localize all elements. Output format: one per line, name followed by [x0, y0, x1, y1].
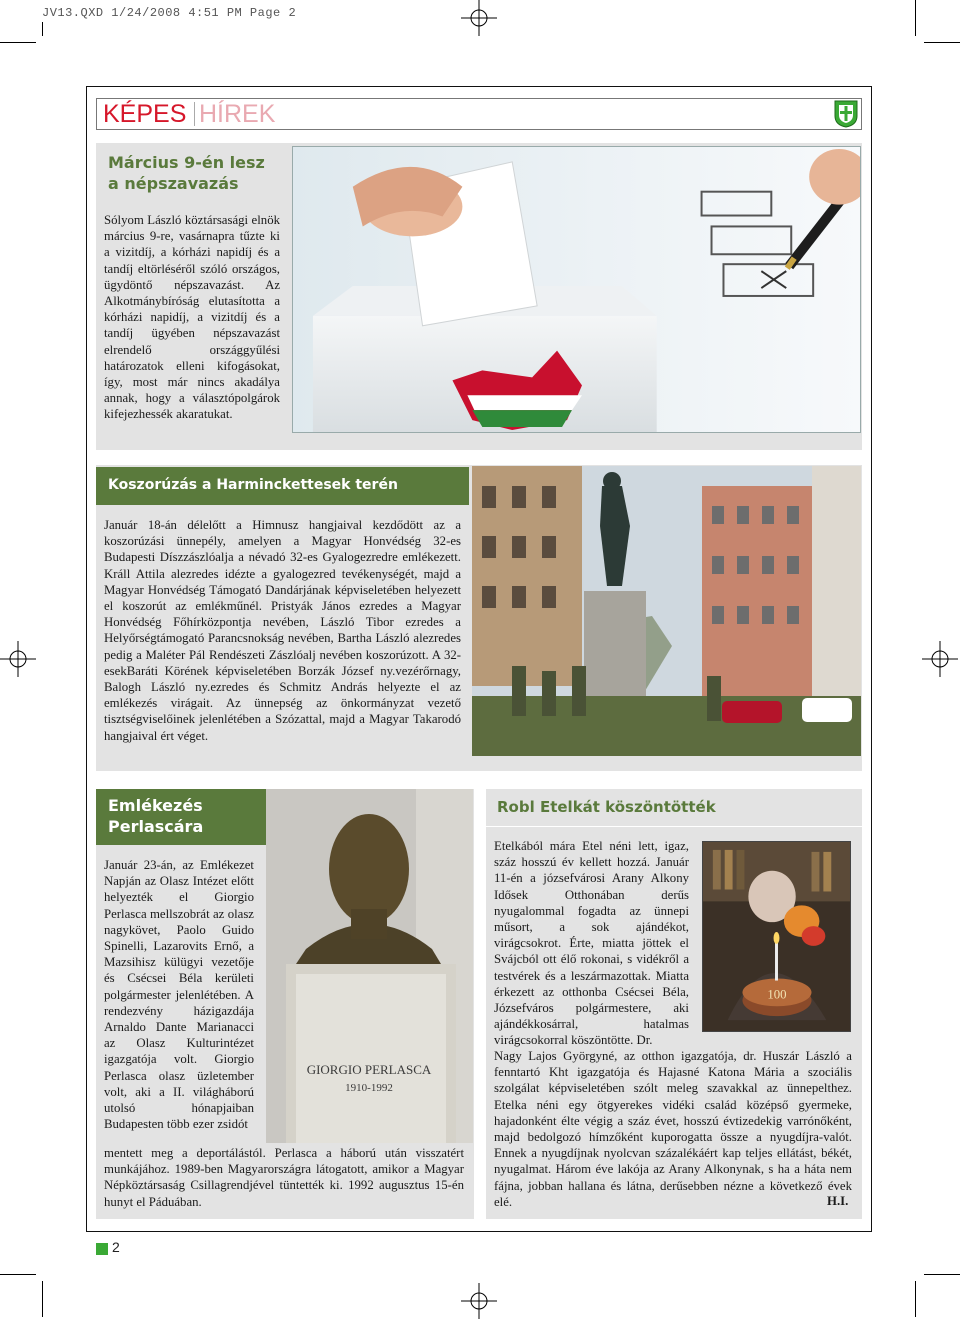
- author-signature: H.I.: [827, 1194, 849, 1208]
- crop-mark: [915, 0, 916, 36]
- registration-mark-icon: [922, 641, 958, 677]
- article-body-wreath: Január 18-án délelőtt a Himnusz hangjaival kezdődött az a koszorúzási ünnepély, amelyen a Magyar Honvédség 32-es Budapesti Díszzászlóalja a névadó 32-es Gyalogezredre emlékezett. Králl Attila alezredes idézte a gyalogezred tevékenységét, majd a Magyar Honvédség Támogató Dandárjának képviseletében helyezett el koszorút az emlékműnél. Pristyák János ezredes a Magyar Honvédség Főhírközpontja nevében, László Tibor ezredes a Helyőrségtámogató Parancsnokság nevében, Bartha László alezredes pedig a Maléter Pál Rendészeti Zászlóalj nevében koszorúzott. A 32-esekBaráti Körének képviseletében Borzák József ny.vezérőrnagy, Balogh László ny.ezredes és Schmitz András helyezte el az emlékezés virágait. Az ünnepség az önkormányzat vezető tisztségviselőinek jelenlétében a Szózattal, majd a Magyar Takarodó hangjaival ért véget.: [104, 518, 461, 743]
- crop-mark: [42, 22, 43, 36]
- article-body-centenarian: Etelkából mára Etel néni lett, igaz, száz hosszú év kellett hozzá. Január 11-én a józsefvárosi Arany Alkony Idősek Otthonában derűs nyugalommal fogadta az ünnepi műsort, a sok ajándékot, virágcsokrot. Érte, miatta jöttek el Svájcból ott élő rokonai, s vidékről a testvérek és a leszármazottak. Miatta érkezett az otthonba Csécsei Béla, Józsefváros polgármestere, aki ajándékkosárral, hatalmas virágcsokorral köszöntötte. Dr.: [494, 839, 689, 1048]
- registration-mark-icon: [0, 641, 36, 677]
- cake-number: 100: [767, 987, 787, 1002]
- article-title-perlasca: Emlékezés Perlascára: [108, 796, 204, 836]
- ballot-box-photo: [292, 146, 861, 433]
- article-body-perlasca: Január 23-án, az Emlékezet Napján az Olasz Intézet előtt helyezték el Giorgio Perlasca mellszobrát az olasz nagykövet, Paolo Guido Spinelli, Lazarovits Ernő, a Mazsihisz külügyi vezetője és Csécsei Béla kerületi polgármester jelenlétében. A rendezvény házigazdája Arnaldo Dante Marianacci az Olasz Kulturintézet igazgatója volt. Giorgio Perlasca olasz üzletember volt, aki a II. világháború utolsó hónapjaiban Budapesten több ezer zsidót: [104, 858, 254, 1132]
- plaque-years: 1910-1992: [345, 1082, 393, 1094]
- section-title-hirek: HÍREK: [199, 100, 276, 128]
- crop-mark: [0, 42, 36, 43]
- crop-mark: [924, 42, 960, 43]
- page-number: 2: [112, 1239, 120, 1255]
- title-rule: [486, 826, 862, 827]
- crop-mark: [924, 1274, 960, 1275]
- printer-slug: JV13.QXD 1/24/2008 4:51 PM Page 2: [42, 6, 297, 20]
- memorial-ceremony-photo: [472, 466, 861, 756]
- article-body-centenarian-continued: Nagy Lajos Györgyné, az otthon igazgatója, dr. Huszár László a fenntartó Kht igazgatója és Hajasné Katona Mária a szociális szolgálat képviseletében szólt meleg szavakkal az ünnepelthez. Etelka néni egy ötgyerekes vidéki család középső gyermeke, hajadonként élte végig a száz évet, hosszú évtizedekig varrónőként, majd bedolgozó hímzőként kuporogatta össze a nyugdíjra-valót. Ennek a nyugdíjnak nyolcvan százalékáért kap teljes ellátást, békét, nyugalmat. Három éve lakója az Arany Alkonynak, s ha a háta nem fájna, jobban hallana és látna, derűsebben nézne a következő évek elé.: [494, 1049, 852, 1209]
- header-divider: [194, 102, 195, 126]
- article-body-perlasca-continued: mentett meg a deportálástól. Perlasca a háború után visszatért munkájához. 1989-ben Magyarországra látogatott, amikor a Magyar Népköztársaság Csillagrendjével tüntették ki. 1992 augusztus 15-én hunyt el Páduában.: [104, 1146, 464, 1209]
- birthday-celebration-photo: [702, 841, 851, 1032]
- article-title-centenarian: Robl Etelkát köszöntötték: [497, 798, 716, 816]
- registration-mark-icon: [461, 1283, 497, 1319]
- article-body-referendum: Sólyom László köztársasági elnök március 9-re, vasárnapra tűzte ki a vizitdíj, a kórházi napidíj és a tandíj eltörléséről szóló országos, ügydöntő népszavazást. Az Alkotmánybíróság elutasította a kórházi napidíj, a vizitdíj és a tandíj ügyében népszavazást elrendelő országgyűlési határozatok elleni kifogásokat, így, most már nincs akadálya annak, hogy a választópolgárok kifejezhessék akaratukat.: [104, 213, 280, 422]
- crop-mark: [42, 1281, 43, 1317]
- plaque-name: GIORGIO PERLASCA: [306, 1062, 432, 1077]
- coat-of-arms-icon: [834, 100, 858, 128]
- crop-mark: [915, 1281, 916, 1317]
- article-title-wreath: Koszorúzás a Harminckettesek terén: [108, 477, 398, 493]
- article-title-referendum: Március 9-én lesz a népszavazás: [108, 153, 265, 193]
- crop-mark: [0, 1274, 36, 1275]
- registration-mark-icon: [461, 0, 497, 36]
- folio-marker: [96, 1243, 108, 1255]
- perlasca-bust-photo: [266, 789, 473, 1143]
- section-title-kepes: KÉPES: [103, 100, 187, 128]
